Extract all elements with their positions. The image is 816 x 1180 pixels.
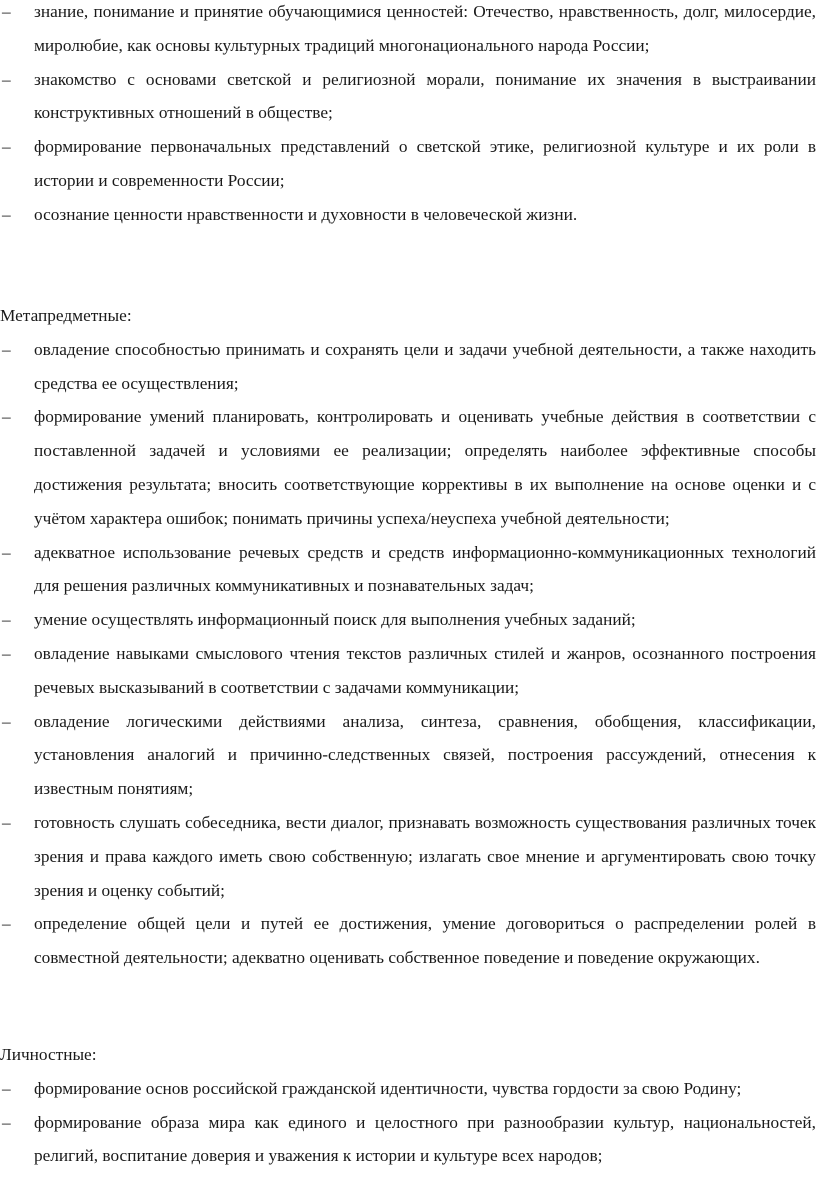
bullet-list [0, 0, 816, 232]
list-item [0, 705, 816, 806]
dash-bullet-icon: – [2, 643, 11, 663]
list-item [0, 130, 816, 198]
dash-bullet-icon: – [2, 610, 11, 630]
list-item-text: формирование образа мира как единого и целостного при разнообразии культур, национальностей, религий, воспитание доверия и уважения к истории и культуре всех народов; [34, 1112, 816, 1166]
section-metasubject-results [0, 299, 816, 975]
dash-bullet-icon: – [2, 339, 11, 359]
list-item [0, 637, 816, 705]
bullet-list [0, 1072, 816, 1173]
dash-bullet-icon: – [2, 1112, 11, 1132]
list-item-text: формирование основ российской гражданской идентичности, чувства гордости за свою Родину; [34, 1078, 742, 1098]
list-item [0, 63, 816, 131]
list-item-text: знание, понимание и принятие обучающимися ценностей: Отечество, нравственность, долг, милосердие, миролюбие, как основы культурных традиций многонационального народа России; [34, 2, 816, 55]
list-item [0, 198, 816, 232]
list-item [0, 536, 816, 604]
list-item [0, 0, 816, 63]
list-item [0, 400, 816, 535]
dash-bullet-icon: – [2, 204, 11, 224]
list-item-text: овладение способностью принимать и сохранять цели и задачи учебной деятельности, а также находить средства ее осуществления; [34, 339, 816, 393]
dash-bullet-icon: – [2, 137, 11, 157]
list-item [0, 1106, 816, 1174]
list-item [0, 907, 816, 975]
dash-bullet-icon: – [2, 69, 11, 89]
list-item-text: овладение логическими действиями анализа, синтеза, сравнения, обобщения, классификации, установления аналогий и причинно-следственных связей, построения рассуждений, отнесения к известным понятиям; [34, 711, 816, 799]
list-item-text: формирование умений планировать, контролировать и оценивать учебные действия в соответствии с поставленной задачей и условиями ее реализации; определять наиболее эффективные способы достижения результата; вносить соответствующие коррективы в их выполнение на основе оценки и с учётом характера ошибок; понимать причины успеха/неуспеха учебной деятельности; [34, 407, 816, 528]
dash-bullet-icon: – [2, 542, 11, 562]
section-subject-results [0, 0, 816, 232]
list-item-text: овладение навыками смыслового чтения текстов различных стилей и жанров, осознанного построения речевых высказываний в соответствии с задачами коммуникации; [34, 643, 816, 697]
section-heading: Личностные: [0, 1045, 97, 1064]
list-item [0, 603, 816, 637]
dash-bullet-icon: – [2, 812, 11, 832]
list-item-text: осознание ценности нравственности и духовности в человеческой жизни. [34, 204, 578, 224]
section-heading: Метапредметные: [0, 306, 132, 325]
dash-bullet-icon: – [2, 407, 11, 427]
list-item-text: формирование первоначальных представлений о светской этике, религиозной культуре и их роли в истории и современности России; [34, 137, 816, 190]
dash-bullet-icon: – [2, 2, 11, 21]
list-item [0, 1072, 816, 1106]
list-item [0, 806, 816, 907]
list-item-text: знакомство с основами светской и религиозной морали, понимание их значения в выстраивании конструктивных отношений в обществе; [34, 69, 816, 123]
list-item-text: готовность слушать собеседника, вести диалог, признавать возможность существования различных точек зрения и права каждого иметь свою собственную; излагать свое мнение и аргументировать свою точку зрения и оценку событий; [34, 812, 816, 900]
list-item-text: адекватное использование речевых средств и средств информационно-коммуникационных технологий для решения различных коммуникативных и познавательных задач; [34, 542, 816, 596]
list-item-text: определение общей цели и путей ее достижения, умение договориться о распределении ролей в совместной деятельности; адекватно оценивать собственное поведение и поведение окружающих. [34, 914, 816, 968]
dash-bullet-icon: – [2, 914, 11, 934]
list-item-text: умение осуществлять информационный поиск для выполнения учебных заданий; [34, 610, 636, 630]
bullet-list [0, 333, 816, 975]
list-item [0, 333, 816, 401]
dash-bullet-icon: – [2, 711, 11, 731]
dash-bullet-icon: – [2, 1078, 11, 1098]
section-personal-results [0, 1038, 816, 1173]
